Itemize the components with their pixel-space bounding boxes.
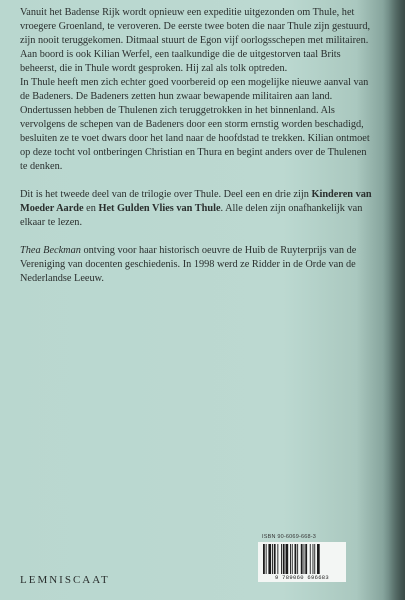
barcode-bar — [297, 544, 298, 574]
barcode-bar — [295, 544, 297, 574]
barcode-bar — [314, 544, 315, 574]
trilogy-text-middle: en — [83, 203, 99, 214]
barcode-bar — [283, 544, 285, 574]
barcode-bar — [274, 544, 276, 574]
barcode-bar — [313, 544, 314, 574]
barcode-bar — [310, 544, 311, 574]
author-paragraph — [20, 244, 372, 286]
barcode-bar — [272, 544, 273, 574]
trilogy-text-after: . Alle delen zijn onafhankelijk van elkaar te lezen. — [20, 203, 363, 228]
barcode-bar — [301, 544, 303, 574]
barcode-digits: 9 789060 696683 — [274, 574, 329, 581]
barcode-bar — [304, 544, 305, 574]
barcode-bar — [277, 544, 278, 574]
barcode-bar — [266, 544, 267, 574]
barcode-bar — [263, 544, 265, 574]
publisher-logo: LEMNISCAAT — [20, 574, 110, 586]
blurb-paragraph-1: Vanuit het Badense Rijk wordt opnieuw een expeditie uitgezonden om Thule, het vroegere Groenland, te veroveren. De eerste twee boten die naar Thule zijn gestuurd, zijn nooit teruggekomen. Ditmaal stuurt de Egon vijf oorlogsschepen met militairen. Aan boord is ook Kilian Werfel, een taalkundige die de uitgestorven taal Brits beheerst, die in Thule wordt gesproken. Hij zal als tolk optreden. — [20, 7, 371, 74]
author-bio: ontving voor haar historisch oeuvre de Huib de Ruyterprijs van de Vereniging van docenten geschiedenis. In 1998 werd ze Ridder in de Orde van de Nederlandse Leeuw. — [20, 245, 357, 284]
isbn-label: ISBN 90-6069-668-3 — [262, 534, 317, 540]
spine-shadow — [383, 0, 405, 600]
trilogy-paragraph — [20, 188, 372, 230]
trilogy-text-before: Dit is het tweede deel van de trilogie over Thule. Deel een en drie zijn — [20, 189, 312, 200]
paragraph-gap — [20, 174, 372, 188]
trilogy-title-2: Het Gulden Vlies van Thule — [98, 203, 221, 214]
barcode-bar — [290, 544, 291, 574]
barcode-bar — [317, 544, 320, 574]
paragraph-gap — [20, 230, 372, 244]
barcode-bar — [281, 544, 282, 574]
trilogy-title-1: Kinderen van Moeder Aarde — [20, 189, 372, 214]
barcode-icon — [262, 544, 342, 574]
barcode — [258, 542, 346, 582]
barcode-bar — [268, 544, 271, 574]
barcode-bar — [292, 544, 293, 574]
blurb-text — [20, 6, 372, 286]
barcode-bar — [305, 544, 307, 574]
barcode-bar — [286, 544, 289, 574]
blurb-paragraph-2: In Thule heeft men zich echter goed voorbereid op een mogelijke nieuwe aanval van de Badeners. De Badeners zetten hun zwaar bewapende militairen aan land. Ondertussen hebben de Thulenen zich teruggetrokken in het binnenland. Als vervolgens de schepen van de Badeners door een storm ernstig worden beschadigd, besluiten ze te voet dwars door het land naar de hoofdstad te trekken. Kilian ontmoet op deze tocht vol ontberingen Christian en Thura en begint anders over de Thulenen te denken. — [20, 77, 370, 172]
author-name: Thea Beckman — [20, 245, 81, 256]
